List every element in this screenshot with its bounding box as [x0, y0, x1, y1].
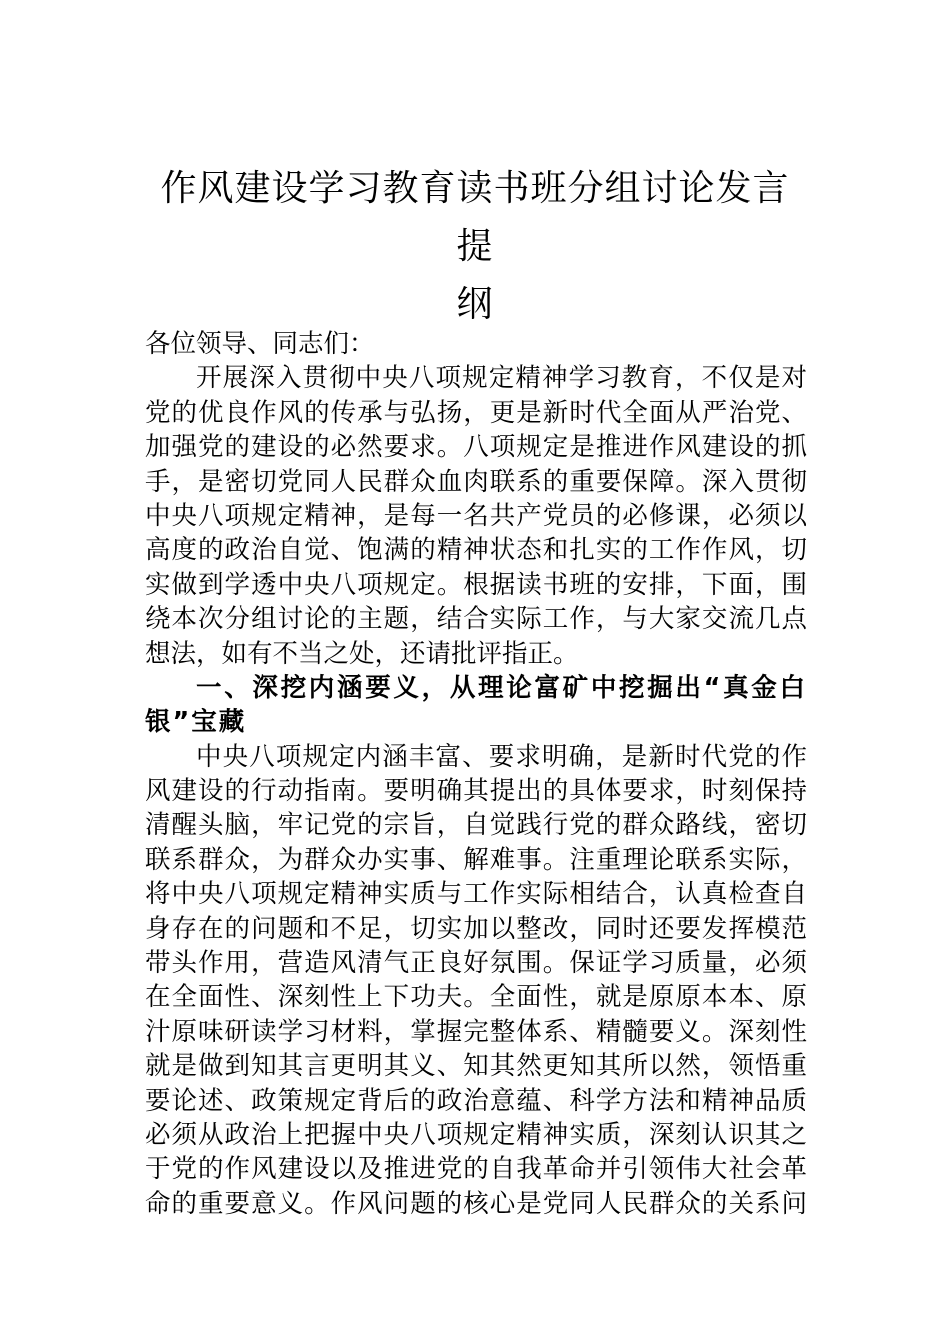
body-text-line: 在全面性、深刻性上下功夫。全面性，就是原原本本、原	[145, 982, 807, 1013]
body-text-line: 带头作用，营造风清气正良好氛围。保证学习质量，必须	[145, 948, 807, 979]
body-text-line: 必须从政治上把握中央八项规定精神实质，深刻认识其之	[145, 1119, 807, 1150]
body-text-line: 中央八项规定精神，是每一名共产党员的必修课，必须以	[145, 500, 807, 531]
body-text-line: 命的重要意义。作风问题的核心是党同人民群众的关系问	[145, 1188, 807, 1219]
body-text-line: 党的优良作风的传承与弘扬，更是新时代全面从严治党、	[145, 397, 807, 428]
body-text-line: 风建设的行动指南。要明确其提出的具体要求，时刻保持	[145, 776, 807, 807]
body-text-line: 高度的政治自觉、饱满的精神状态和扎实的工作作风，切	[145, 535, 807, 566]
body-text-line: 就是做到知其言更明其义、知其然更知其所以然，领悟重	[145, 1051, 807, 1082]
body-text-line: 各位领导、同志们：	[145, 329, 375, 359]
body-text-line: 要论述、政策规定背后的政治意蕴、科学方法和精神品质	[145, 1085, 807, 1116]
body-text-line: 汁原味研读学习材料，掌握完整体系、精髓要义。深刻性	[145, 1016, 807, 1047]
body-text-line: 清醒头脑，牢记党的宗旨，自觉践行党的群众路线，密切	[145, 810, 807, 841]
body-text-line: 身存在的问题和不足，切实加以整改，同时还要发挥模范	[145, 913, 807, 944]
body-text-line: 手，是密切党同人民群众血肉联系的重要保障。深入贯彻	[145, 466, 807, 497]
body-text-line: 于党的作风建设以及推进党的自我革命并引领伟大社会革	[145, 1154, 807, 1185]
body-text-line: 绕本次分组讨论的主题，结合实际工作，与大家交流几点	[145, 604, 807, 635]
body-text-line: 联系群众，为群众办实事、解难事。注重理论联系实际，	[145, 844, 807, 875]
body-text-line: 将中央八项规定精神实质与工作实际相结合，认真检查自	[145, 879, 807, 910]
body-text-line: 实做到学透中央八项规定。根据读书班的安排，下面，围	[145, 569, 807, 600]
body-text-line: 开展深入贯彻中央八项规定精神学习教育，不仅是对	[196, 363, 807, 394]
section-heading-line: 一、深挖内涵要义，从理论富矿中挖掘出“真金白	[196, 672, 807, 703]
body-text-line: 加强党的建设的必然要求。八项规定是推进作风建设的抓	[145, 432, 807, 463]
document-body	[145, 327, 807, 1221]
title-line-2: 纲	[456, 284, 494, 325]
body-text-line: 中央八项规定内涵丰富、要求明确，是新时代党的作	[196, 741, 807, 772]
document-title	[145, 160, 805, 334]
title-line-1: 作风建设学习教育读书班分组讨论发言提	[160, 168, 790, 267]
section-heading-line: 银”宝藏	[145, 707, 247, 738]
body-text-line: 想法，如有不当之处，还请批评指正。	[145, 638, 579, 669]
